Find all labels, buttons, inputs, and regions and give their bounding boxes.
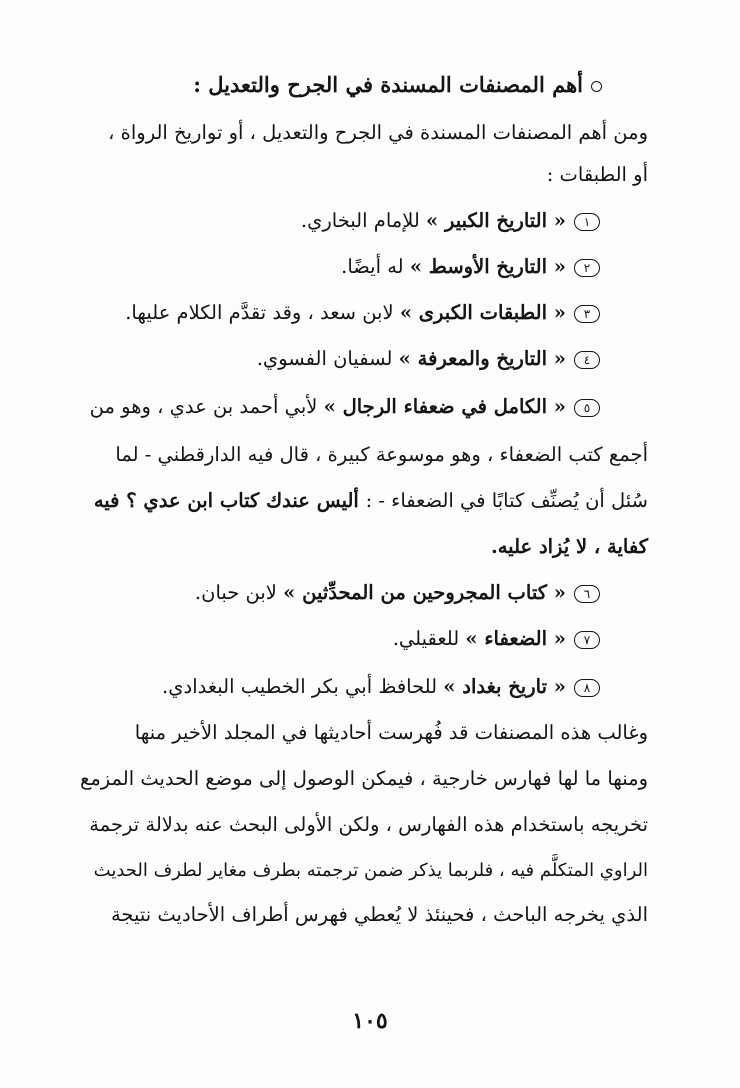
item-rest: لابن حبان. [194, 581, 284, 604]
item-rest: للحافظ أبي بكر الخطيب البغدادي. [162, 675, 444, 698]
intro-line-2 [547, 160, 648, 190]
item-number-badge: ٨ [574, 679, 600, 697]
paragraph-line-5 [88, 900, 648, 930]
bullet-icon [591, 81, 602, 92]
list-item-2 [341, 252, 600, 282]
item-rest: للإمام البخاري. [300, 209, 426, 232]
item-number-badge: ٧ [574, 631, 600, 649]
list-item-6 [195, 578, 600, 608]
heading-text: أهم المصنفات المسندة في الجرح والتعديل : [193, 72, 583, 97]
paragraph-line-4 [88, 856, 648, 886]
item-title: « التاريخ الأوسط » [409, 255, 566, 278]
paragraph-text: الراوي المتكلَّم فيه ، فلربما يذكر ضمن ترجمته بطرف مغاير لطرف الحديث [93, 860, 648, 881]
item5-cont-line-3 [491, 532, 648, 562]
item5-cont-text-2: سُئل أن يُصنِّف كتابًا في الضعفاء - : [365, 489, 648, 512]
item5-cont-text-1: أجمع كتب الضعفاء ، وهو موسوعة كبيرة ، قال فيه الدارقطني - لما [115, 443, 648, 466]
paragraph-text: وغالب هذه المصنفات قد فُهرست أحاديثها في المجلد الأخير منها [134, 721, 648, 744]
page-number: ١٠٥ [352, 1008, 388, 1034]
item-number-badge: ١ [574, 213, 600, 231]
list-item-5 [90, 392, 600, 422]
paragraph-text: تخريجه باستخدام هذه الفهارس ، ولكن الأولى البحث عنه بدلالة ترجمة [89, 813, 648, 836]
item-rest: لسفيان الفسوي. [256, 347, 399, 370]
item-title: « الكامل في ضعفاء الرجال » [323, 395, 566, 418]
item-rest: لأبي أحمد بن عدي ، وهو من [89, 395, 324, 418]
intro-line-1 [88, 118, 648, 148]
item-number-badge: ٢ [574, 259, 600, 277]
item-rest: لابن سعد ، وقد تقدَّم الكلام عليها. [125, 301, 400, 324]
item-rest: له أيضًا. [341, 255, 410, 278]
item-title: « الطبقات الكبرى » [399, 301, 566, 324]
item-title: « الضعفاء » [465, 627, 566, 650]
darqutni-quote: أليس عندك كتاب ابن عدي ؟ فيه [93, 489, 366, 512]
item-title: « التاريخ والمعرفة » [398, 347, 566, 370]
section-heading [193, 70, 602, 100]
item-number-badge: ٤ [574, 351, 600, 369]
list-item-7 [393, 624, 600, 654]
item-title: « التاريخ الكبير » [425, 209, 566, 232]
item-title: « كتاب المجروحين من المحدِّثين » [283, 581, 566, 604]
item5-cont-line-1 [88, 440, 648, 470]
paragraph-line-3 [88, 810, 648, 840]
paragraph-text: ومنها ما لها فهارس خارجية ، فيمكن الوصول إلى موضع الحديث المزمع [79, 767, 648, 790]
list-item-1 [301, 206, 600, 236]
item-number-badge: ٦ [574, 585, 600, 603]
item-number-badge: ٣ [574, 305, 600, 323]
item5-cont-text-3: كفاية ، لا يُزاد عليه. [490, 535, 648, 558]
item-number-badge: ٥ [574, 399, 600, 417]
paragraph-line-2 [79, 764, 648, 794]
intro-text-2: أو الطبقات : [546, 163, 648, 186]
list-item-8 [162, 672, 600, 702]
list-item-4 [257, 344, 600, 374]
item5-cont-line-2 [88, 486, 648, 516]
item-rest: للعقيلي. [392, 627, 466, 650]
paragraph-text: الذي يخرجه الباحث ، فحينئذ لا يُعطي فهرس أطراف الأحاديث نتيجة [110, 903, 648, 926]
item-title: « تاريخ بغداد » [443, 675, 566, 698]
intro-text-1: ومن أهم المصنفات المسندة في الجرح والتعديل ، أو تواريخ الرواة ، [108, 121, 648, 144]
list-item-3 [125, 298, 600, 328]
paragraph-line-1 [88, 718, 648, 748]
